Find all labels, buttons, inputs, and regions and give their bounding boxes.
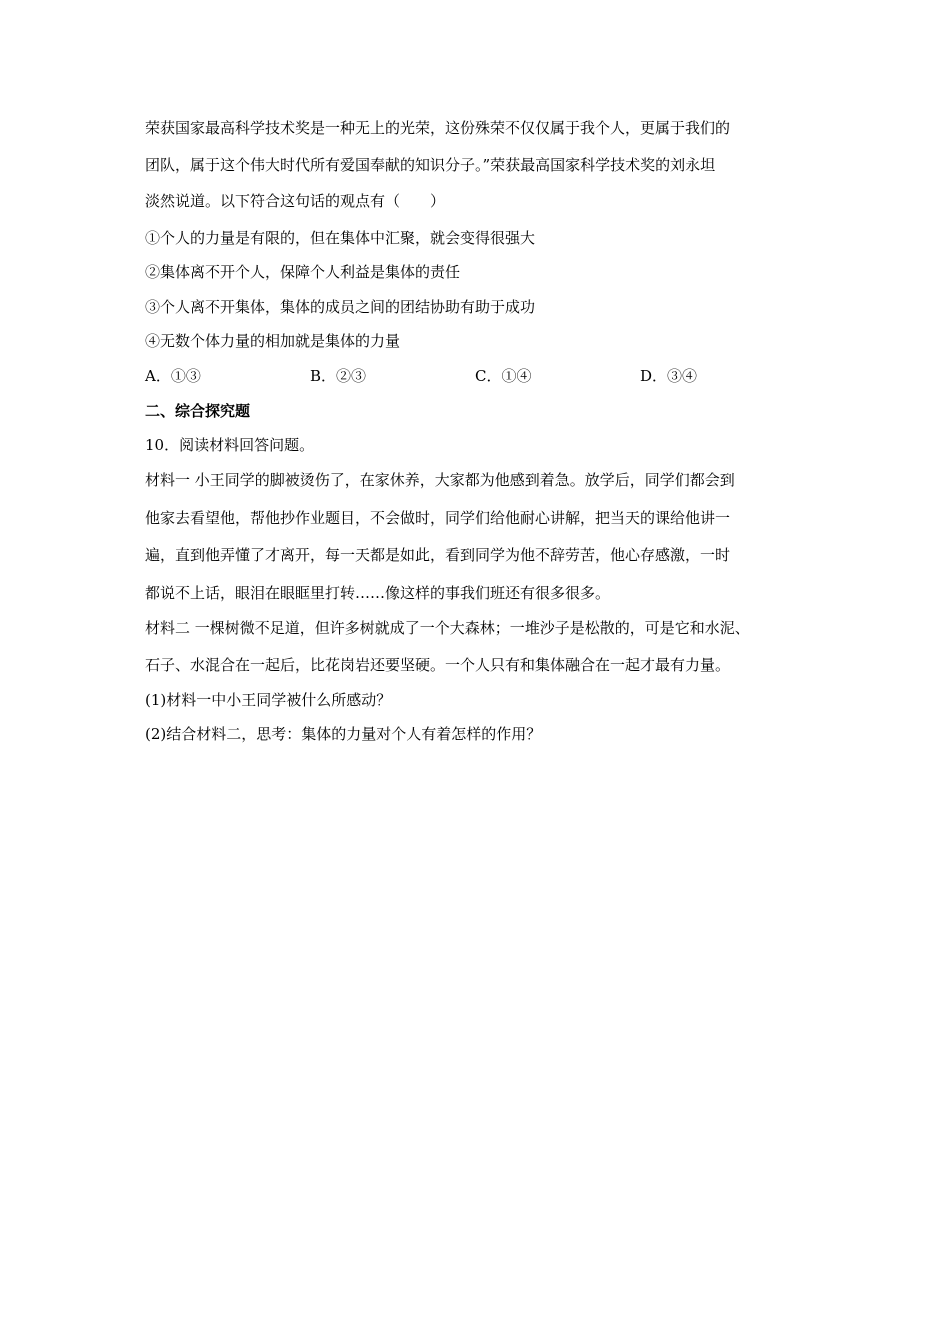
material-1-line: 材料一 小王同学的脚被烫伤了，在家休养，大家都为他感到着急。放学后，同学们都会到 [145,471,735,489]
question-10-stem: 10．阅读材料回答问题。 [145,436,315,454]
statement-2: ②集体离不开个人，保障个人利益是集体的责任 [145,263,461,281]
sub-question-2: (2)结合材料二，思考：集体的力量对个人有着怎样的作用？ [145,725,542,743]
material-1-line: 遍，直到他弄懂了才离开，每一天都是如此，看到同学为他不辞劳苦，他心存感激，一时 [145,546,731,564]
question-stem-line: 荣获国家最高科学技术奖是一种无上的光荣，这份殊荣不仅仅属于我个人，更属于我们的 [145,119,731,137]
material-1-line: 都说不上话，眼泪在眼眶里打转……像这样的事我们班还有很多很多。 [145,584,611,602]
material-2-line: 石子、水混合在一起后，比花岗岩还要坚硬。一个人只有和集体融合在一起才最有力量。 [145,656,731,674]
statement-4: ④无数个体力量的相加就是集体的力量 [145,332,401,350]
question-stem-line: 淡然说道。以下符合这句话的观点有（ ） [145,192,446,210]
option-c: C．①④ [475,367,532,385]
option-a: A．①③ [145,367,201,385]
option-d: D．③④ [640,367,698,385]
statement-1: ①个人的力量是有限的，但在集体中汇聚，就会变得很强大 [145,229,536,247]
question-stem-line: 团队，属于这个伟大时代所有爱国奉献的知识分子。”荣获最高国家科学技术奖的刘永坦 [145,156,716,174]
material-1-line: 他家去看望他，帮他抄作业题目，不会做时，同学们给他耐心讲解，把当天的课给他讲一 [145,509,731,527]
statement-3: ③个人离不开集体，集体的成员之间的团结协助有助于成功 [145,298,536,316]
option-b: B．②③ [310,367,367,385]
material-2-line: 材料二 一棵树微不足道，但许多树就成了一个大森林；一堆沙子是松散的，可是它和水泥、 [145,619,750,637]
section-heading: 二、综合探究题 [145,402,251,420]
sub-question-1: (1)材料一中小王同学被什么所感动？ [145,691,392,709]
